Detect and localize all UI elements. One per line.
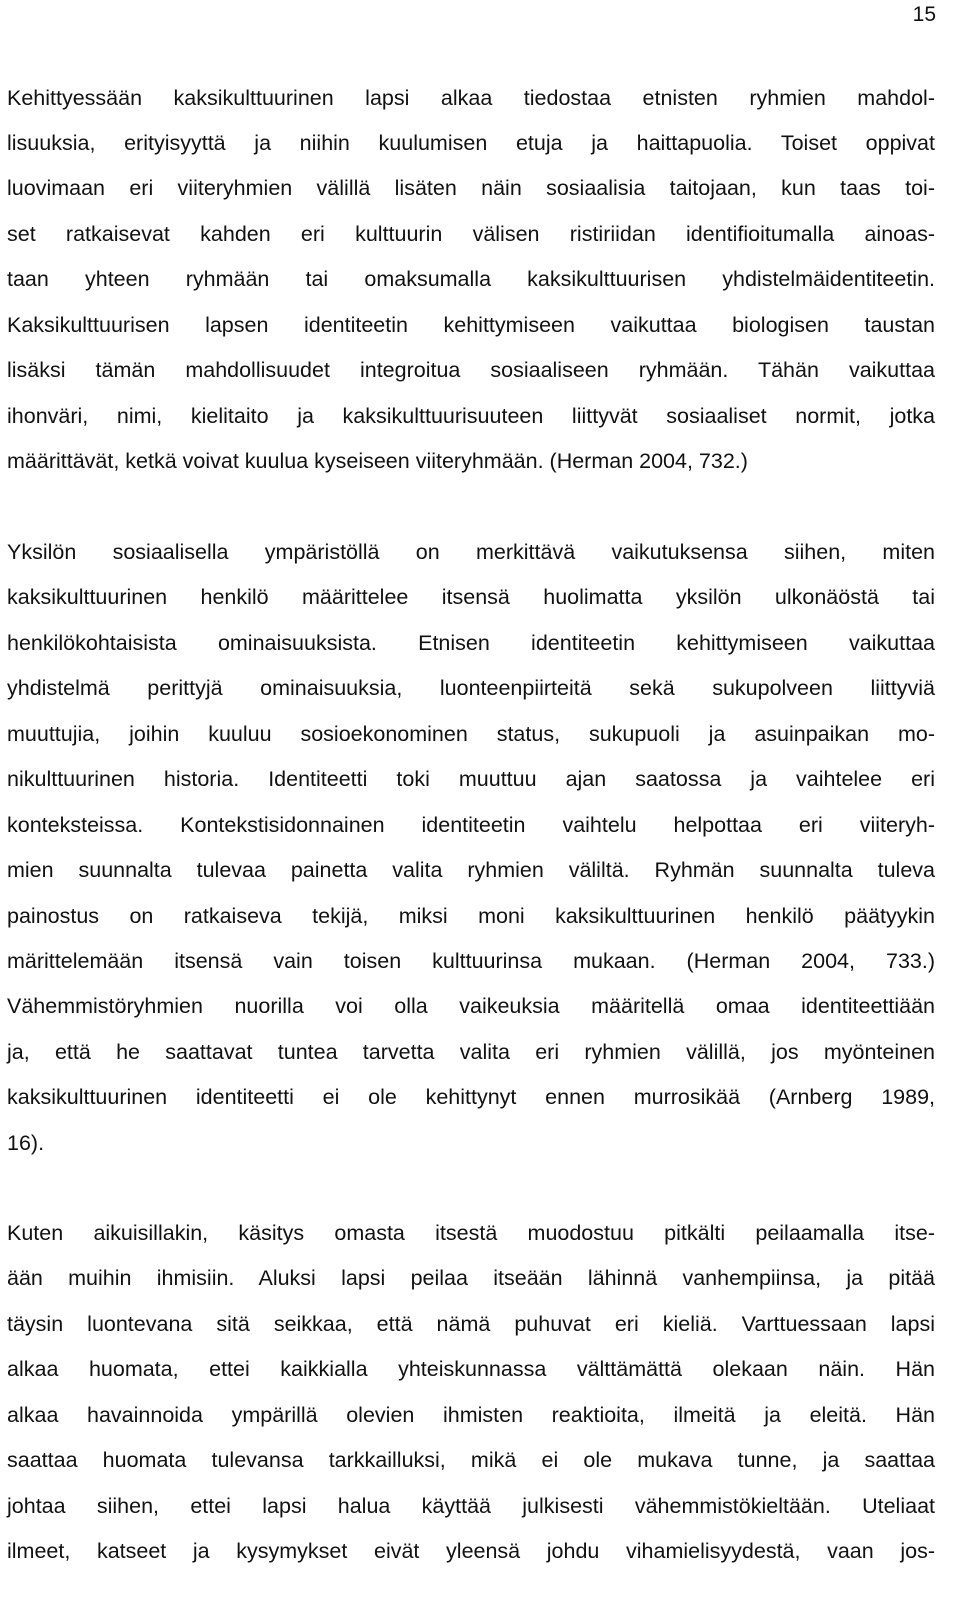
text-line: kaksikulttuurinen henkilö määrittelee itsensä huolimatta yksilön ulkonäöstä tai	[7, 585, 935, 609]
text-line: Kaksikulttuurisen lapsen identiteetin kehittymiseen vaikuttaa biologisen taustan	[7, 313, 935, 337]
text-line: saattaa huomata tulevansa tarkkailluksi, mikä ei ole mukava tunne, ja saattaa	[7, 1448, 935, 1472]
text-line: mien suunnalta tulevaa painetta valita ryhmien väliltä. Ryhmän suunnalta tuleva	[7, 858, 935, 882]
text-line: kaksikulttuurinen identiteetti ei ole kehittynyt ennen murrosikää (Arnberg 1989,	[7, 1085, 935, 1109]
text-line: lisäksi tämän mahdollisuudet integroitua sosiaaliseen ryhmään. Tähän vaikuttaa	[7, 358, 935, 382]
text-line: painostus on ratkaiseva tekijä, miksi moni kaksikulttuurinen henkilö päätyykin	[7, 904, 935, 928]
text-line: nikulttuurinen historia. Identiteetti toki muuttuu ajan saatossa ja vaihtelee eri	[7, 767, 935, 791]
text-line: Vähemmistöryhmien nuorilla voi olla vaikeuksia määritellä omaa identiteettiään	[7, 994, 935, 1018]
text-line: yhdistelmä perittyjä ominaisuuksia, luonteenpiirteitä sekä sukupolveen liittyviä	[7, 676, 935, 700]
text-line: henkilökohtaisista ominaisuuksista. Etnisen identiteetin kehittymiseen vaikuttaa	[7, 631, 935, 655]
text-line: luovimaan eri viiteryhmien välillä lisäten näin sosiaalisia taitojaan, kun taas toi-	[7, 176, 935, 200]
text-line: 16).	[7, 1131, 45, 1155]
text-line: muuttujia, joihin kuuluu sosioekonominen status, sukupuoli ja asuinpaikan mo-	[7, 722, 935, 746]
text-line: alkaa havainnoida ympärillä olevien ihmisten reaktioita, ilmeitä ja eleitä. Hän	[7, 1403, 935, 1427]
text-line: määrittävät, ketkä voivat kuulua kyseiseen viiteryhmään. (Herman 2004, 732.)	[7, 449, 748, 473]
text-line: set ratkaisevat kahden eri kulttuurin välisen ristiriidan identifioitumalla ainoas-	[7, 222, 935, 246]
page-number: 15	[912, 3, 936, 26]
text-line: lisuuksia, erityisyyttä ja niihin kuulumisen etuja ja haittapuolia. Toiset oppivat	[7, 131, 935, 155]
text-line: märittelemään itsensä vain toisen kulttuurinsa mukaan. (Herman 2004, 733.)	[7, 949, 935, 973]
text-line: täysin luontevana sitä seikkaa, että nämä puhuvat eri kieliä. Varttuessaan lapsi	[7, 1312, 935, 1336]
text-line: ilmeet, katseet ja kysymykset eivät yleensä johdu vihamielisyydestä, vaan jos-	[7, 1539, 935, 1563]
text-line: ihonväri, nimi, kielitaito ja kaksikulttuurisuuteen liittyvät sosiaaliset normit, jotka	[7, 404, 935, 428]
text-line: ja, että he saattavat tuntea tarvetta valita eri ryhmien välillä, jos myönteinen	[7, 1040, 935, 1064]
text-line: konteksteissa. Kontekstisidonnainen identiteetin vaihtelu helpottaa eri viiteryh-	[7, 813, 935, 837]
text-line: alkaa huomata, ettei kaikkialla yhteiskunnassa välttämättä olekaan näin. Hän	[7, 1357, 935, 1381]
text-line: johtaa siihen, ettei lapsi halua käyttää julkisesti vähemmistökieltään. Uteliaat	[7, 1494, 935, 1518]
text-line: Kehittyessään kaksikulttuurinen lapsi alkaa tiedostaa etnisten ryhmien mahdol-	[7, 86, 935, 110]
text-line: ään muihin ihmisiin. Aluksi lapsi peilaa itseään lähinnä vanhempiinsa, ja pitää	[7, 1266, 935, 1290]
text-line: taan yhteen ryhmään tai omaksumalla kaksikulttuurisen yhdistelmäidentiteetin.	[7, 267, 935, 291]
text-line: Yksilön sosiaalisella ympäristöllä on merkittävä vaikutuksensa siihen, miten	[7, 540, 935, 564]
text-line: Kuten aikuisillakin, käsitys omasta itsestä muodostuu pitkälti peilaamalla itse-	[7, 1221, 935, 1245]
